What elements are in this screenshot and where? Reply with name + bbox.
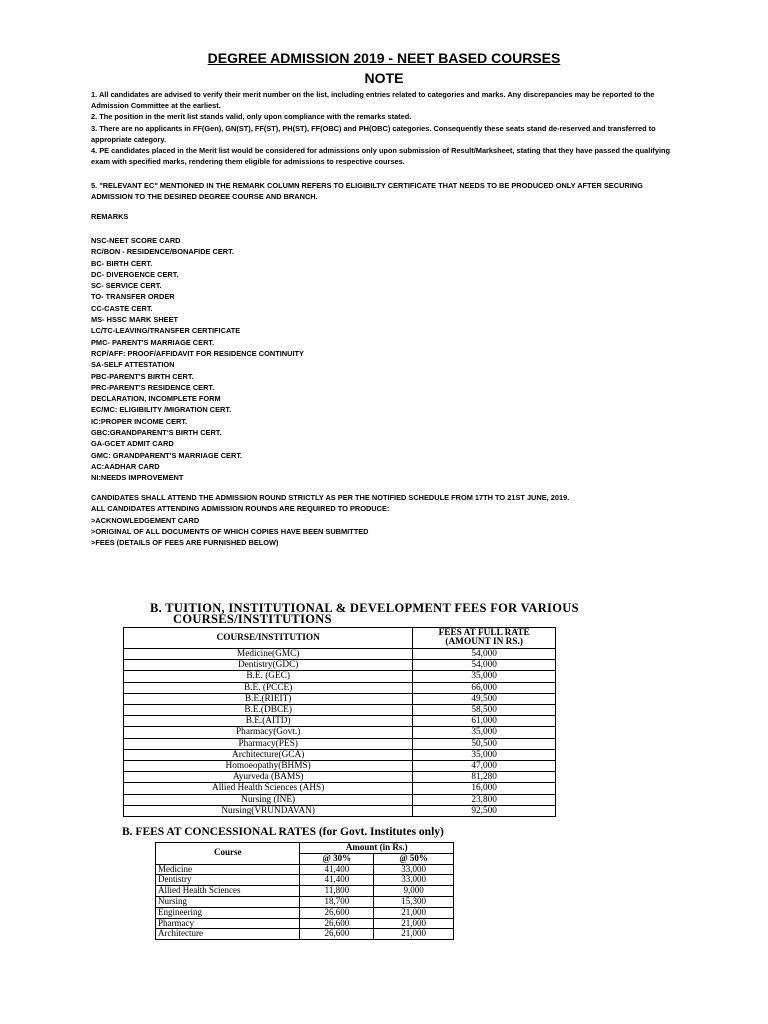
- col-course-header: Course: [156, 843, 300, 865]
- admission-instructions: [91, 492, 686, 548]
- table-row: [124, 705, 556, 716]
- col-amount-header: Amount (in Rs.): [300, 843, 454, 854]
- fee-amount-cell: 35,000: [413, 671, 556, 682]
- table-row: [156, 907, 454, 918]
- table-row: [124, 716, 556, 727]
- col-fees-header: FEES AT FULL RATE (AMOUNT IN RS.): [413, 628, 556, 649]
- fee-course-cell: Nursing(VRUNDAVAN): [124, 805, 413, 816]
- fee-amount-cell: 49,500: [413, 693, 556, 704]
- concession-30-cell: 41,400: [300, 875, 374, 886]
- remark-item: GMC: GRANDPARENT'S MARRIAGE CERT.: [91, 450, 243, 460]
- concession-50-cell: 21,000: [374, 929, 454, 940]
- note-4: 4. PE candidates placed in the Merit list would be considered for admissions only upon submission of Result/Marksheet, stating that they have passed the qualifying exam with specified marks, rendering them eligible for admissions to respective courses.: [91, 146, 671, 167]
- page-title: DEGREE ADMISSION 2019 - NEET BASED COURSES: [207, 50, 561, 66]
- col-course-header: COURSE/INSTITUTION: [124, 628, 413, 649]
- fee-course-cell: Medicine(GMC): [124, 649, 413, 660]
- fees-table: [123, 627, 556, 817]
- fee-course-cell: Nursing (INE): [124, 794, 413, 805]
- concession-course-cell: Allied Health Sciences: [156, 886, 300, 897]
- fee-amount-cell: 61,000: [413, 716, 556, 727]
- page-subtitle: NOTE: [364, 70, 404, 86]
- instruction-line: >FEES (DETAILS OF FEES ARE FURNISHED BELOW): [91, 538, 279, 548]
- fee-course-cell: Dentistry(GDC): [124, 660, 413, 671]
- remark-item: PRC-PARENT'S RESIDENCE CERT.: [91, 382, 215, 392]
- table-row: [124, 772, 556, 783]
- instruction-line: >ORIGINAL OF ALL DOCUMENTS OF WHICH COPIES HAVE BEEN SUBMITTED: [91, 526, 369, 536]
- fee-amount-cell: 81,280: [413, 772, 556, 783]
- concession-50-cell: 15,300: [374, 896, 454, 907]
- concession-30-cell: 41,400: [300, 864, 374, 875]
- remark-item: AC:AADHAR CARD: [91, 461, 160, 471]
- remarks-list: [91, 235, 304, 484]
- concession-table: [155, 842, 454, 940]
- table-row: [124, 761, 556, 772]
- remark-item: IC:PROPER INCOME CERT.: [91, 416, 188, 426]
- fee-course-cell: B.E.(AITD): [124, 716, 413, 727]
- remark-item: GBC:GRANDPARENT'S BIRTH CERT.: [91, 428, 222, 438]
- concession-50-cell: 33,000: [374, 875, 454, 886]
- instruction-line: >ACKNOWLEDGEMENT CARD: [91, 515, 200, 525]
- fee-amount-cell: 47,000: [413, 761, 556, 772]
- concession-30-cell: 26,600: [300, 929, 374, 940]
- table-row: [124, 749, 556, 760]
- remark-item: CC-CASTE CERT.: [91, 303, 153, 313]
- table-row: [156, 896, 454, 907]
- remark-item: SC- SERVICE CERT.: [91, 281, 162, 291]
- table-row: [156, 875, 454, 886]
- table-row: [124, 738, 556, 749]
- fee-amount-cell: 16,000: [413, 783, 556, 794]
- table-row: [124, 649, 556, 660]
- remark-item: RCP/AFF: PROOF/AFFIDAVIT FOR RESIDENCE CONTINUITY: [91, 348, 304, 358]
- table-row: [124, 805, 556, 816]
- note-3: 3. There are no applicants in FF(Gen), GN(ST), FF(ST), PH(ST), FF(OBC) and PH(OBC) categories. Consequently these seats stand de-reserved and transferred to appropriate category.: [91, 123, 656, 144]
- remark-item: NSC-NEET SCORE CARD: [91, 236, 181, 245]
- concession-30-cell: 26,600: [300, 907, 374, 918]
- concession-50-cell: 21,000: [374, 907, 454, 918]
- fee-amount-cell: 58,500: [413, 705, 556, 716]
- remark-item: LC/TC-LEAVING/TRANSFER CERTIFICATE: [91, 326, 241, 336]
- remark-item: DC- DIVERGENCE CERT.: [91, 269, 179, 279]
- table-row: [156, 886, 454, 897]
- fee-course-cell: B.E. (PCCE): [124, 682, 413, 693]
- concession-30-cell: 11,800: [300, 886, 374, 897]
- concession-section-title: B. FEES AT CONCESSIONAL RATES (for Govt. Institutes only): [122, 826, 444, 838]
- fee-amount-cell: 54,000: [413, 649, 556, 660]
- instruction-line: ALL CANDIDATES ATTENDING ADMISSION ROUNDS ARE REQUIRED TO PRODUCE:: [91, 504, 390, 514]
- table-row: [156, 864, 454, 875]
- concession-50-cell: 9,000: [374, 886, 454, 897]
- remark-item: SA-SELF ATTESTATION: [91, 360, 175, 370]
- fee-amount-cell: 35,000: [413, 727, 556, 738]
- note-5: 5. "RELEVANT EC" MENTIONED IN THE REMARK COLUMN REFERS TO ELIGIBILTY CERTIFICATE THAT NEEDS TO BE PRODUCED ONLY AFTER SECURING ADMISSION TO THE DESIRED DEGREE COURSE AND BRANCH.: [91, 181, 643, 202]
- concession-50-cell: 21,000: [374, 918, 454, 929]
- fee-course-cell: B.E. (GEC): [124, 671, 413, 682]
- table-row: [156, 918, 454, 929]
- remark-item: GA-GCET ADMIT CARD: [91, 439, 174, 449]
- table-row: [124, 727, 556, 738]
- fee-course-cell: B.E.(RIEIT): [124, 693, 413, 704]
- concession-course-cell: Engineering: [156, 907, 300, 918]
- fee-amount-cell: 23,800: [413, 794, 556, 805]
- table-row: [124, 693, 556, 704]
- concession-30-cell: 26,600: [300, 918, 374, 929]
- fee-course-cell: Architecture(GCA): [124, 749, 413, 760]
- fee-amount-cell: 66,000: [413, 682, 556, 693]
- remark-item: MS- HSSC MARK SHEET: [91, 315, 179, 325]
- fee-course-cell: B.E.(DBCE): [124, 705, 413, 716]
- remark-item: EC/MC: ELIGIBILITY /MIGRATION CERT.: [91, 405, 232, 415]
- table-row: [124, 794, 556, 805]
- remark-item: NI:NEEDS IMPROVEMENT: [91, 473, 184, 483]
- concession-50-cell: 33,000: [374, 864, 454, 875]
- fee-course-cell: Ayurveda (BAMS): [124, 772, 413, 783]
- fee-course-cell: Homoeopathy(BHMS): [124, 761, 413, 772]
- table-row: [124, 783, 556, 794]
- remark-item: PBC-PARENT'S BIRTH CERT.: [91, 371, 194, 381]
- note-1: 1. All candidates are advised to verify their merit number on the list, including entries related to categories and marks. Any discrepancies may be reported to the Admission Committee at the earliest.: [91, 90, 655, 111]
- instruction-line: CANDIDATES SHALL ATTEND THE ADMISSION ROUND STRICTLY AS PER THE NOTIFIED SCHEDULE FROM 17TH TO 21ST JUNE, 2019.: [91, 493, 570, 502]
- table-row: [124, 682, 556, 693]
- fee-course-cell: Pharmacy(PES): [124, 738, 413, 749]
- table-header-row: [156, 843, 454, 854]
- fee-course-cell: Pharmacy(Govt.): [124, 727, 413, 738]
- col-50-header: @ 50%: [374, 853, 454, 864]
- fee-amount-cell: 54,000: [413, 660, 556, 671]
- concession-course-cell: Architecture: [156, 929, 300, 940]
- concession-course-cell: Dentistry: [156, 875, 300, 886]
- note-2: 2. The position in the merit list stands valid, only upon compliance with the remarks stated.: [91, 112, 412, 122]
- concession-course-cell: Nursing: [156, 896, 300, 907]
- table-row: [124, 671, 556, 682]
- fee-amount-cell: 50,500: [413, 738, 556, 749]
- fees-section-title: [150, 603, 630, 625]
- remark-item: RC/BON - RESIDENCE/BONAFIDE CERT.: [91, 247, 234, 257]
- fee-course-cell: Allied Health Sciences (AHS): [124, 783, 413, 794]
- fee-amount-cell: 92,500: [413, 805, 556, 816]
- concession-course-cell: Pharmacy: [156, 918, 300, 929]
- remark-item: TO- TRANSFER ORDER: [91, 292, 175, 302]
- col-30-header: @ 30%: [300, 853, 374, 864]
- fees-title-line-2: COURSES/INSTITUTIONS: [173, 612, 332, 626]
- fees-title-line-1: B. TUITION, INSTITUTIONAL & DEVELOPMENT FEES FOR VARIOUS: [150, 601, 579, 615]
- remark-item: PMC- PARENT'S MARRIAGE CERT.: [91, 337, 215, 347]
- table-header-row: [124, 628, 556, 649]
- concession-30-cell: 18,700: [300, 896, 374, 907]
- notes-list: [91, 89, 686, 167]
- remarks-heading: REMARKS: [91, 212, 129, 221]
- fee-amount-cell: 35,000: [413, 749, 556, 760]
- concession-course-cell: Medicine: [156, 864, 300, 875]
- table-row: [156, 929, 454, 940]
- table-row: [124, 660, 556, 671]
- remark-item: BC- BIRTH CERT.: [91, 258, 153, 268]
- remark-item: DECLARATION, INCOMPLETE FORM: [91, 394, 221, 404]
